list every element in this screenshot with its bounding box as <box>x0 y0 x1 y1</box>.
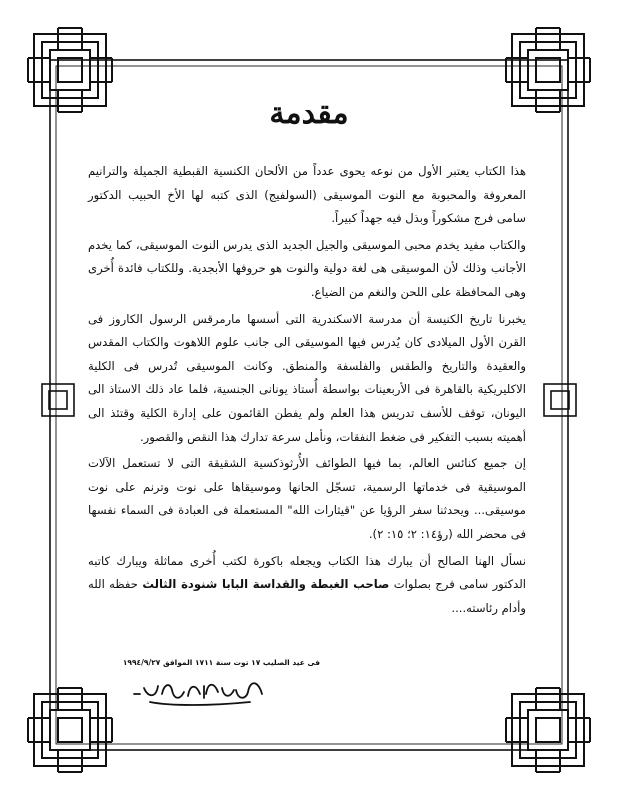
paragraph: يخبرنا تاريخ الكنيسة أن مدرسة الاسكندرية التى أسسها مارمرقس الرسول الكاروز فى القرن الأول الميلادى كان يُدرس فيها الموسيقى الى جانب علوم اللاهوت والكتاب المقدس والعقيدة والتاريخ والطقس والفلسفة والمنطق. وكانت الموسيقى تُدرس فى الكلية الاكليريكية بالقاهرة فى الأربعينات بواسطة أُستاذ يونانى الجنسية، فلما عاد ذلك الاستاذ الى اليونان، توقف للأسف تدريس هذا العلم ولم يفطن القائمون على إدارة الكلية وقتئذ الى أهميته بسبب التفكير فى ضغط النفقات، ونأمل سرعة تدارك هذا النقص والقصور. <box>88 311 526 444</box>
side-knot-right <box>544 384 576 416</box>
paragraph: والكتاب مفيد يخدم محبى الموسيقى والجيل الجديد الذى يدرس النوت الموسيقى، كما يخدم الأجانب وذلك لأن الموسيقى هى لغة دولية والنوت هو حروفها الأبجدية. وللكتاب فائدة أُخرى وهى المحافظة على اللحن والنغم من الضياع. <box>88 237 526 299</box>
paragraph: هذا الكتاب يعتبر الأول من نوعه يحوى عدداً من الألحان الكنسية القبطية الجميلة والترانيم المعروفة والمحبوبة مع النوت الموسيقى (السولفيج) الذى كتبه لها الأخ الحبيب الدكتور سامى فرج مشكوراً وبذل فيه جهداً كبيراً. <box>88 164 526 226</box>
closing-paragraph <box>88 550 526 621</box>
closing-lead: نسأل الهنا الصالح أن يبارك هذا الكتاب ويجعله باكورة لكتب أُخرى مماثلة ويبارك كاتبه الدكتور سامى فرج بصلوات <box>88 553 527 592</box>
closing-tail: حفظه الله وأدام رئاسته.... <box>88 577 526 615</box>
corner-knot-bottom-right <box>506 688 590 772</box>
closing-bold: صاحب الغبطة والقداسة البابا شنودة الثالث <box>142 577 390 592</box>
paragraph: إن جميع كنائس العالم، بما فيها الطوائف الأُرثوذكسية الشقيقة التى لا تستعمل الآلات الموسيقية فى خدماتها الرسمية، تسجّل الحانها وموسيقاها على نوت وترنم على نوت موسيقى... ويحدثنا سفر الرؤيا عن "قيثارات الله" المستعملة فى العبادة فى السماء نفسها فى محضر الله (رؤ١٤: ٢؛ ١٥: ٢). <box>88 456 526 541</box>
page-title: مقدمة <box>269 96 349 131</box>
corner-knot-bottom-left <box>28 688 112 772</box>
date-line: فى عيد الصليب ١٧ توت سنة ١٧١١ الموافق ١٩٩٤/٩/٢٧ <box>122 658 320 667</box>
body-text <box>88 160 526 623</box>
side-knot-left <box>42 384 74 416</box>
handwritten-signature <box>130 672 270 708</box>
